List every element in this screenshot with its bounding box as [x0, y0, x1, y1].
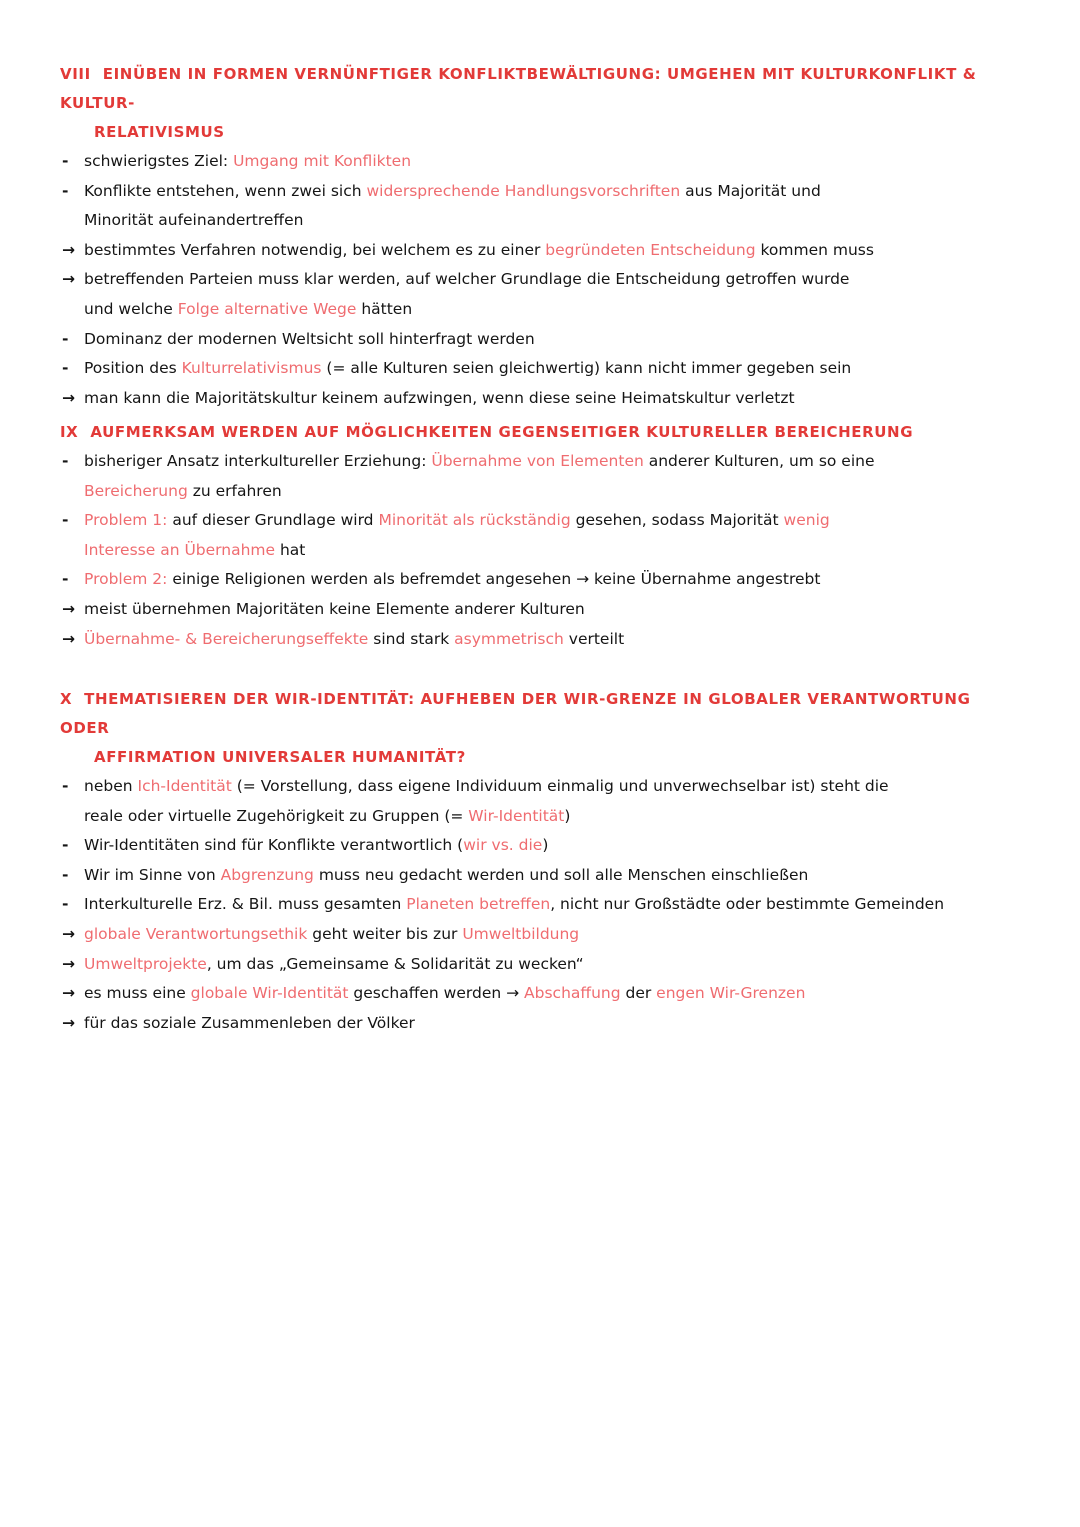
- highlighted-term: asymmetrisch: [454, 629, 564, 648]
- section-lines: [0, 147, 1080, 413]
- arrow-bullet: →: [62, 629, 75, 648]
- note-text: einige Religionen werden als befremdet angesehen → keine Übernahme angestrebt: [167, 570, 821, 589]
- arrow-bullet: →: [62, 984, 75, 1003]
- arrow-bullet: →: [62, 1013, 75, 1032]
- section-title: AUFMERKSAM WERDEN AUF MÖGLICHKEITEN GEGENSEITIGER KULTURELLER BEREICHERUNG: [90, 423, 914, 441]
- highlighted-term: Abschaffung: [524, 984, 621, 1003]
- note-line: [62, 236, 1022, 266]
- highlighted-term: wenig: [783, 511, 830, 530]
- highlighted-term: Umweltprojekte: [84, 954, 207, 973]
- section-title: EINÜBEN IN FORMEN VERNÜNFTIGER KONFLIKTBEWÄLTIGUNG: UMGEHEN MIT KULTURKONFLIKT & KULTUR-: [60, 65, 977, 112]
- note-text: gesehen, sodass Majorität: [570, 511, 784, 530]
- note-text: der: [620, 984, 657, 1003]
- highlighted-term: wir vs. die: [463, 836, 543, 855]
- note-line: [62, 802, 1022, 832]
- note-text: (= Vorstellung, dass eigene Individuum einmalig und unverwechselbar ist) steht die: [231, 777, 889, 795]
- note-line: [62, 177, 1022, 207]
- section-number: X: [60, 690, 73, 708]
- highlighted-term: Umgang mit Konflikten: [233, 152, 412, 170]
- note-line: [62, 831, 1022, 861]
- note-line: [62, 565, 1022, 595]
- highlighted-term: Planeten betreffen: [406, 895, 551, 914]
- highlighted-term: Problem 1:: [84, 511, 168, 530]
- note-line: [62, 536, 1022, 566]
- note-text: und welche: [84, 299, 178, 318]
- highlighted-term: engen Wir-Grenzen: [656, 984, 806, 1003]
- note-text: Wir-Identitäten sind für Konflikte verantwortlich (: [84, 836, 464, 855]
- highlighted-term: Abgrenzung: [220, 865, 314, 884]
- highlighted-term: Ich-Identität: [137, 777, 232, 795]
- note-text: reale oder virtuelle Zugehörigkeit zu Gruppen (=: [84, 806, 469, 825]
- note-line: [62, 325, 1022, 355]
- dash-bullet: -: [62, 836, 69, 855]
- note-text: bestimmtes Verfahren notwendig, bei welchem es zu einer: [84, 240, 546, 259]
- section-heading-cont: AFFIRMATION UNIVERSALER HUMANITÄT?: [94, 748, 466, 766]
- dash-bullet: -: [62, 570, 69, 589]
- note-text: Interkulturelle Erz. & Bil. muss gesamten: [84, 895, 407, 914]
- dash-bullet: -: [62, 152, 69, 170]
- arrow-bullet: →: [62, 924, 75, 943]
- section-heading: [60, 60, 1020, 118]
- note-line: [62, 506, 1022, 536]
- note-text: meist übernehmen Majoritäten keine Elemente anderer Kulturen: [84, 599, 585, 618]
- note-text: (= alle Kulturen seien gleichwertig) kann nicht immer gegeben sein: [321, 359, 852, 378]
- note-text: bisheriger Ansatz interkultureller Erziehung:: [84, 452, 432, 470]
- note-line: [62, 206, 1022, 236]
- note-text: Position des: [84, 359, 182, 378]
- note-text: geschaffen werden →: [348, 984, 525, 1003]
- section-viii: [0, 60, 1080, 413]
- dash-bullet: -: [62, 895, 69, 914]
- dash-bullet: -: [62, 329, 69, 348]
- note-text: für das soziale Zusammenleben der Völker: [84, 1013, 415, 1032]
- note-text: Wir im Sinne von: [84, 865, 221, 884]
- highlighted-term: begründeten Entscheidung: [545, 240, 756, 259]
- note-text: es muss eine: [84, 984, 191, 1003]
- note-text: ): [564, 806, 571, 825]
- dash-bullet: -: [62, 777, 69, 795]
- note-text: , um das „Gemeinsame & Solidarität zu wecken“: [206, 954, 584, 973]
- note-text: ): [542, 836, 549, 855]
- note-text: neben: [84, 777, 138, 795]
- note-text: auf dieser Grundlage wird: [167, 511, 379, 530]
- note-line: [62, 447, 1022, 477]
- section-title: THEMATISIEREN DER WIR-IDENTITÄT: AUFHEBEN DER WIR-GRENZE IN GLOBALER VERANTWORTUNG ODER: [60, 690, 971, 737]
- note-line: [62, 295, 1022, 325]
- note-text: Dominanz der modernen Weltsicht soll hinterfragt werden: [84, 329, 535, 348]
- section-heading: [60, 685, 1020, 743]
- note-text: betreffenden Parteien muss klar werden, auf welcher Grundlage die Entscheidung getroffen wurde: [84, 270, 850, 289]
- highlighted-term: Umweltbildung: [462, 924, 580, 943]
- note-text: hat: [275, 540, 306, 559]
- note-text: Minorität aufeinandertreffen: [84, 211, 304, 230]
- dash-bullet: -: [62, 511, 69, 530]
- note-line: [62, 384, 1022, 414]
- highlighted-term: Problem 2:: [84, 570, 168, 589]
- dash-bullet: -: [62, 359, 69, 378]
- arrow-bullet: →: [62, 388, 75, 407]
- note-text: man kann die Majoritätskultur keinem aufzwingen, wenn diese seine Heimatskultur verletzt: [84, 388, 795, 407]
- highlighted-term: Folge alternative Wege: [177, 299, 357, 318]
- note-text: anderer Kulturen, um so eine: [643, 452, 875, 470]
- section-x: [0, 685, 1080, 1038]
- note-line: [62, 1009, 1022, 1039]
- note-text: zu erfahren: [187, 481, 282, 500]
- section-heading: [60, 418, 1020, 447]
- note-line: [62, 950, 1022, 980]
- note-line: [62, 147, 1022, 177]
- note-line: [62, 772, 1022, 802]
- note-text: aus Majorität und: [680, 181, 821, 200]
- note-line: [62, 595, 1022, 625]
- note-line: [62, 625, 1022, 655]
- note-line: [62, 265, 1022, 295]
- section-number: IX: [60, 423, 79, 441]
- highlighted-term: Kulturrelativismus: [181, 359, 322, 378]
- highlighted-term: widersprechende Handlungsvorschriften: [366, 181, 681, 200]
- note-text: geht weiter bis zur: [307, 924, 463, 943]
- section-lines: [0, 447, 1080, 654]
- note-text: Konflikte entstehen, wenn zwei sich: [84, 181, 367, 200]
- note-line: [62, 354, 1022, 384]
- section-number: VIII: [60, 65, 91, 83]
- highlighted-term: Interesse an Übernahme: [84, 540, 276, 559]
- note-line: [62, 861, 1022, 891]
- highlighted-term: Wir-Identität: [468, 806, 565, 825]
- note-line: [62, 920, 1022, 950]
- note-line: [62, 890, 1022, 920]
- section-heading-cont: RELATIVISMUS: [94, 123, 225, 141]
- note-line: [62, 477, 1022, 507]
- arrow-bullet: →: [62, 270, 75, 289]
- highlighted-term: Übernahme- & Bereicherungseffekte: [84, 629, 369, 648]
- highlighted-term: globale Verantwortungsethik: [84, 924, 308, 943]
- note-line: [62, 979, 1022, 1009]
- highlighted-term: Minorität als rückständig: [378, 511, 571, 530]
- arrow-bullet: →: [62, 954, 75, 973]
- note-text: sind stark: [368, 629, 455, 648]
- highlighted-term: Übernahme von Elementen: [431, 452, 644, 470]
- dash-bullet: -: [62, 865, 69, 884]
- arrow-bullet: →: [62, 240, 75, 259]
- dash-bullet: -: [62, 452, 69, 470]
- note-text: hätten: [356, 299, 413, 318]
- arrow-bullet: →: [62, 599, 75, 618]
- section-lines: [0, 772, 1080, 1038]
- dash-bullet: -: [62, 181, 69, 200]
- highlighted-term: Bereicherung: [84, 481, 188, 500]
- note-text: muss neu gedacht werden und soll alle Menschen einschließen: [313, 865, 809, 884]
- highlighted-term: globale Wir-Identität: [190, 984, 349, 1003]
- note-text: , nicht nur Großstädte oder bestimmte Gemeinden: [550, 895, 945, 914]
- note-text: schwierigstes Ziel:: [84, 152, 234, 170]
- note-text: verteilt: [563, 629, 625, 648]
- section-ix: [0, 418, 1080, 654]
- note-text: kommen muss: [755, 240, 874, 259]
